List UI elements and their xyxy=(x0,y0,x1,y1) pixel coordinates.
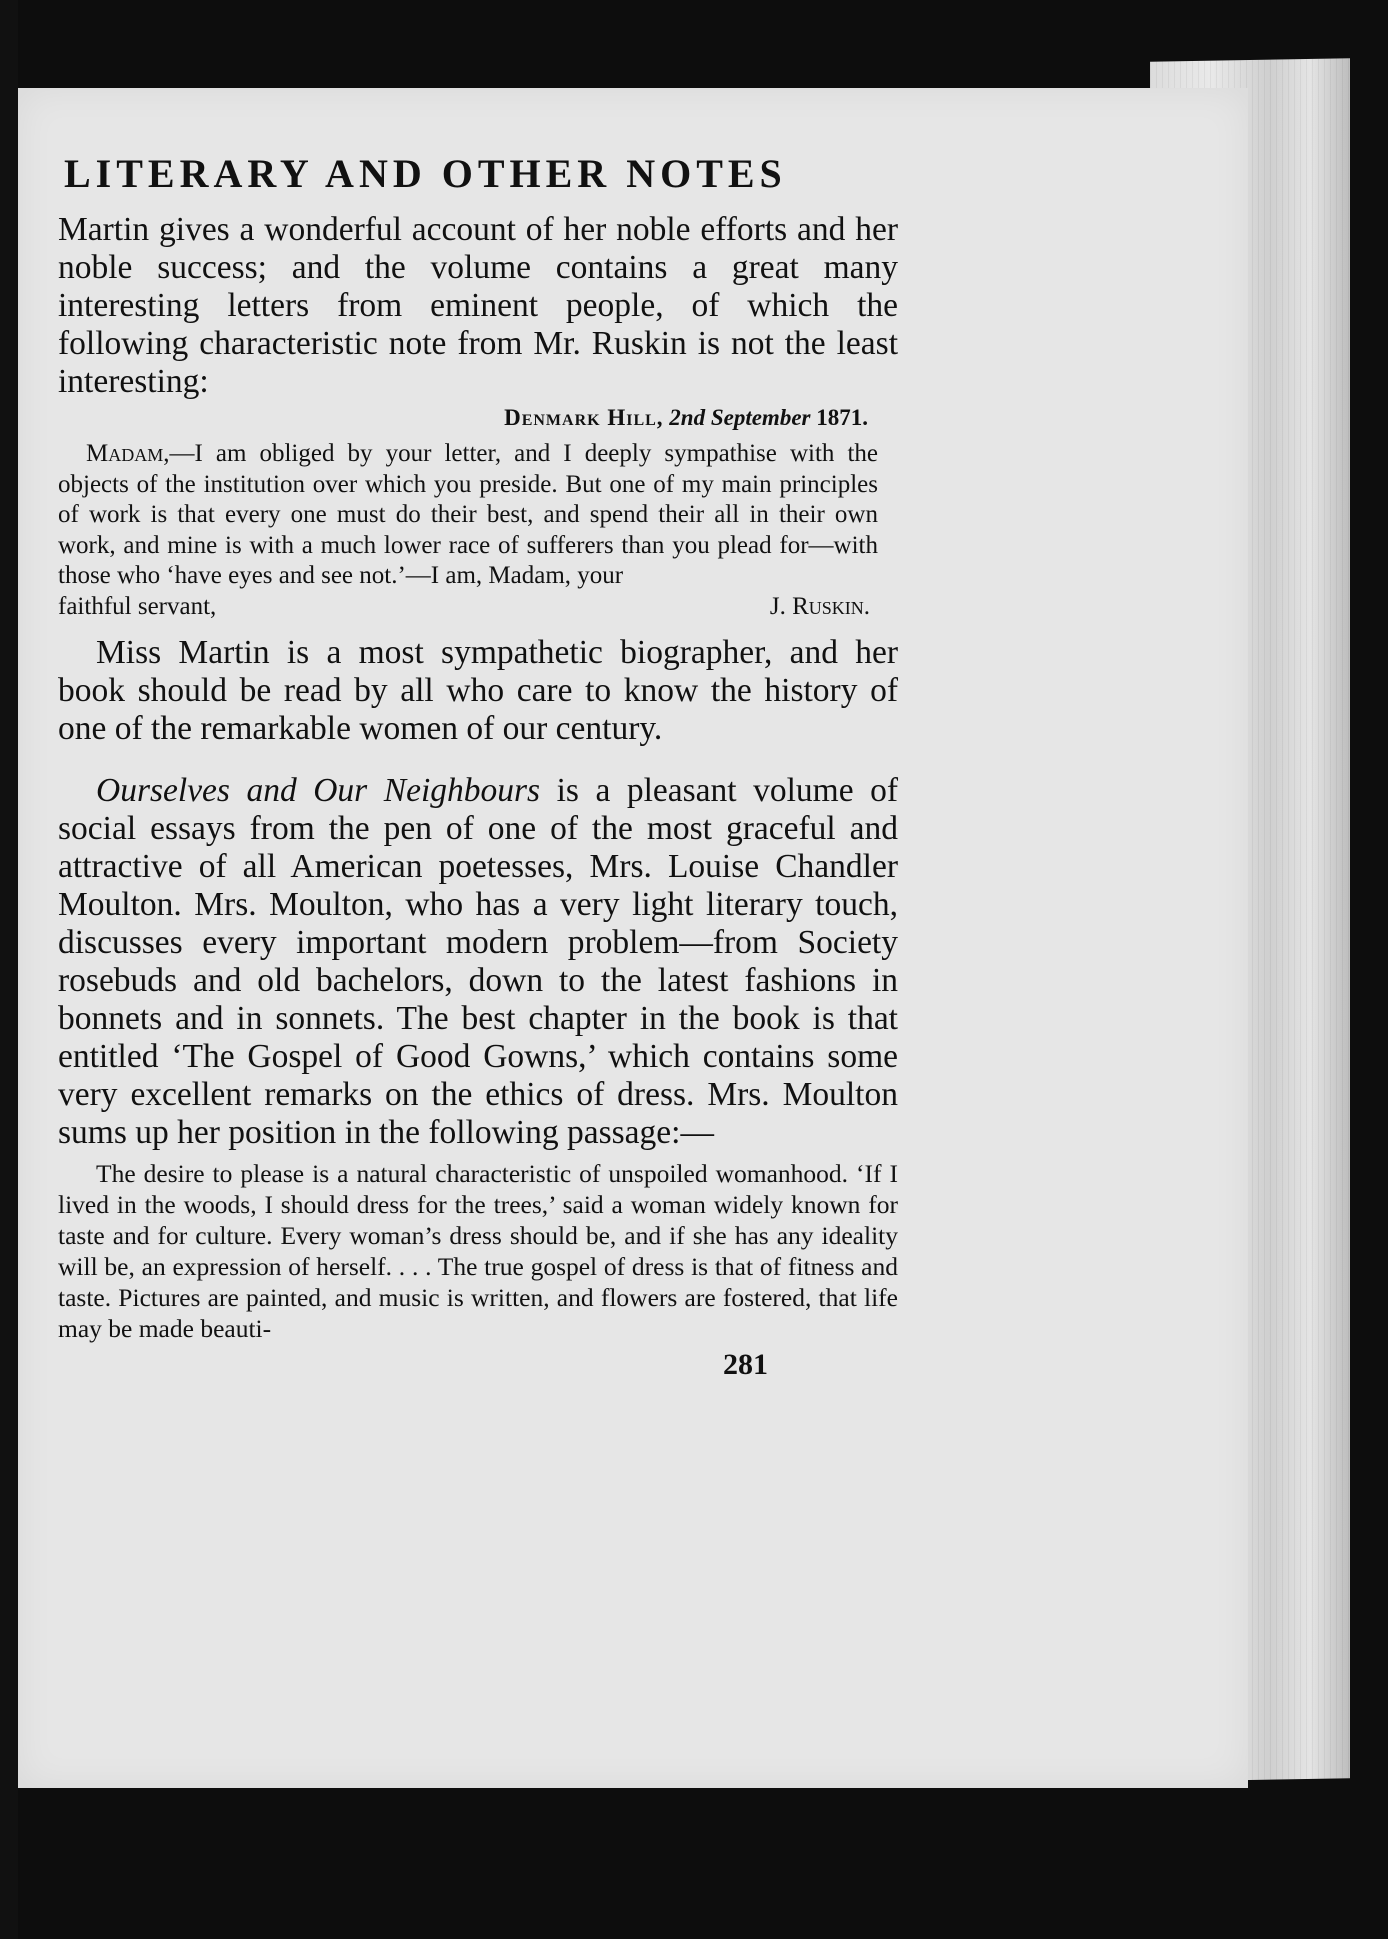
letter-signature: J. Ruskin. xyxy=(769,592,870,620)
letter-year: 1871. xyxy=(816,405,868,430)
page-number: 281 xyxy=(723,1347,768,1381)
paragraph-martin: Martin gives a wonderful account of her noble efforts and her noble success; and the volume contains a great many interesting letters from eminent people, of which the following characteristic note from Mr. Ruskin is not the least interesting: xyxy=(58,211,898,400)
running-head: LITERARY AND OTHER NOTES xyxy=(64,151,787,196)
moulton-quote: The desire to please is a natural characteristic of unspoiled womanhood. ‘If I lived in the woods, I should dress for the trees,’ said a woman widely known for taste and for culture. Every woman’s dress should be, and if she has any ideality will be, an expression of herself. . . . The true gospel of dress is that of fitness and taste. Pictures are painted, and music is written, and flowers are fostered, that life may be made beauti- xyxy=(58,1158,898,1343)
ruskin-letter xyxy=(58,439,878,592)
letter-place: Denmark Hill, xyxy=(504,405,664,430)
letter-date: 2nd September xyxy=(669,405,811,430)
paragraph-moulton-text: is a pleasant volume of social essays from the pen of one of the most graceful and attractive of all American poetesses, Mrs. Louise Chandler Moulton. Mrs. Moulton, who has a very light literary touch, discusses every important modern problem—from Society rosebuds and old bachelors, down to the latest fashions in bonnets and in sonnets. The best chapter in the book is that entitled ‘The Gospel of Good Gowns,’ which contains some very excellent remarks on the ethics of dress. Mrs. Moulton sums up her position in the following passage:— xyxy=(58,771,898,1151)
paragraph-moulton xyxy=(58,772,898,1152)
paragraph-biographer: Miss Martin is a most sympathetic biographer, and her book should be read by all who care to know the history of one of the remarkable women of our century. xyxy=(58,633,898,747)
text-column xyxy=(58,150,898,1382)
letter-text: —I am obliged by your letter, and I deeply sympathise with the objects of the institution over which you preside. But one of my main principles of work is that every one must do their best, and spend their all in their own work, and mine is with a much lower race of sufferers than you plead for—with those who ‘have eyes and see not.’—I am, Madam, your xyxy=(58,440,878,589)
letter-dateline xyxy=(58,405,868,431)
book-title: Ourselves and Our Neighbours xyxy=(96,771,541,809)
letter-signoff xyxy=(58,592,870,622)
book-binding xyxy=(0,0,18,1939)
letter-closing: faithful servant, xyxy=(58,592,217,620)
letter-salutation: Madam, xyxy=(86,440,170,467)
